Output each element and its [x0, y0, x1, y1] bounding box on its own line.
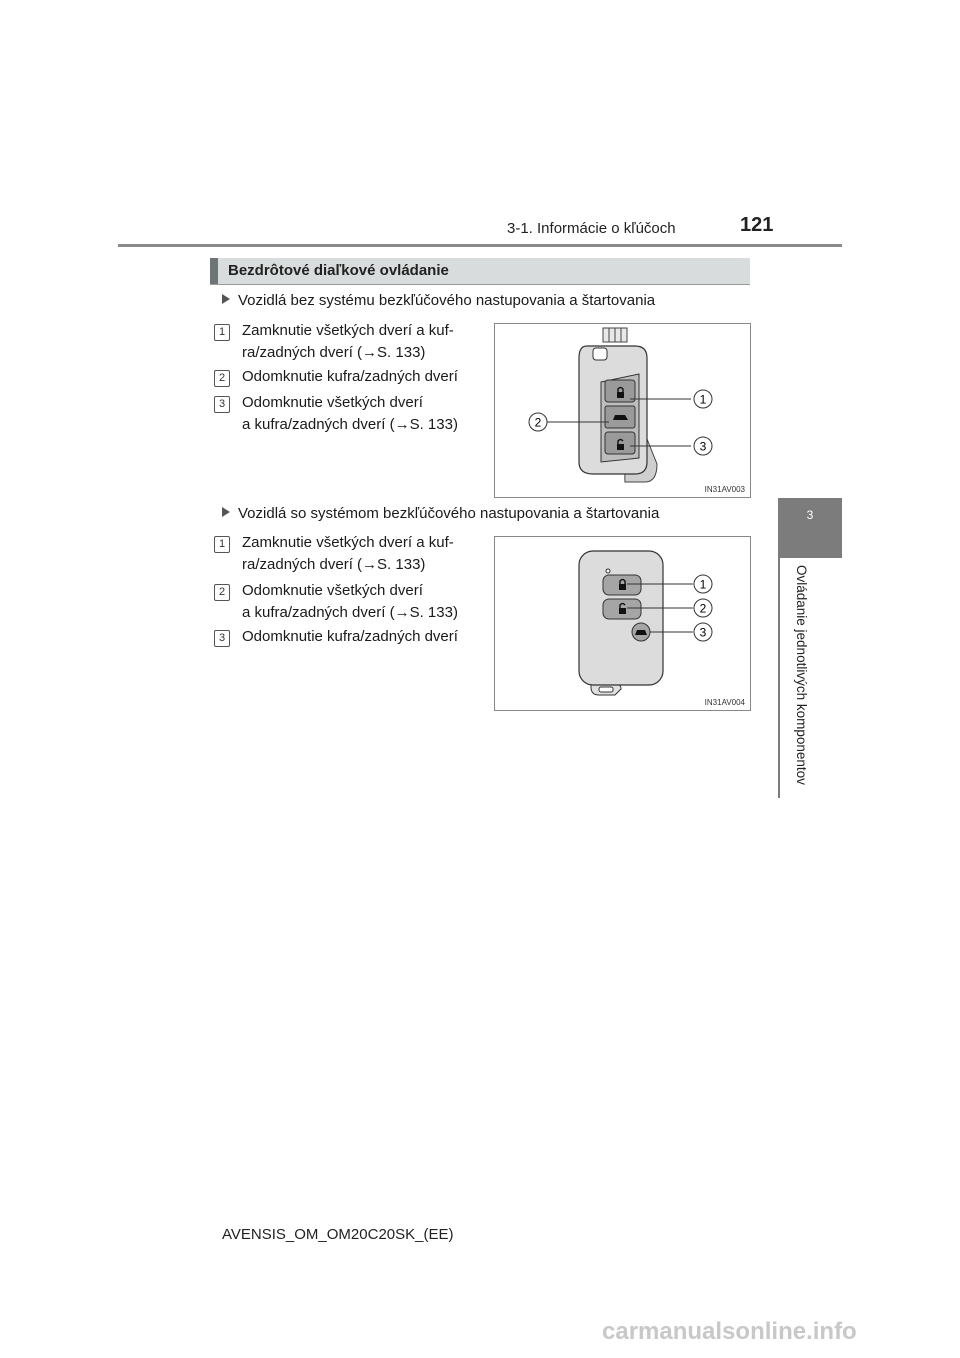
group1-item-3: Odomknutie všetkých dverí a kufra/zadných dverí (→S. 133) [242, 394, 458, 433]
car-trunk-icon [635, 630, 647, 635]
chapter-tab: 3 [778, 498, 842, 558]
figure-code: IN31AV003 [704, 485, 745, 494]
group2-title: Vozidlá so systémom bezkľúčového nastupovania a štartovania [222, 505, 659, 522]
callout-2: 2 [534, 415, 542, 430]
section-heading: Bezdrôtové diaľkové ovládanie [210, 258, 750, 284]
group2-item-2: Odomknutie všetkých dverí a kufra/zadných dverí (→S. 133) [242, 582, 458, 621]
running-header-section: 3-1. Informácie o kľúčoch [507, 220, 676, 237]
bullet-triangle-icon [222, 294, 230, 304]
document-code-footer: AVENSIS_OM_OM20C20SK_(EE) [222, 1226, 454, 1243]
figure-code: IN31AV004 [704, 698, 745, 707]
bullet-triangle-icon [222, 507, 230, 517]
callout-number-badge: 3 [214, 630, 230, 647]
callout-number-badge: 1 [214, 324, 230, 341]
page-number: 121 [740, 214, 774, 236]
callout-3: 3 [699, 439, 707, 454]
callout-1: 1 [699, 577, 707, 592]
group2-item-1: Zamknutie všetkých dverí a kuf- ra/zadných dverí (→S. 133) [242, 534, 454, 573]
group1-item-2: Odomknutie kufra/zadných dverí [242, 368, 458, 385]
callout-number-badge: 2 [214, 584, 230, 601]
callout-2: 2 [699, 601, 707, 616]
callout-1: 1 [699, 392, 707, 407]
header-rule [118, 244, 842, 247]
chapter-tab-label: Ovládanie jednotlivých komponentov [794, 565, 809, 785]
callout-3: 3 [699, 625, 707, 640]
group1-title: Vozidlá bez systému bezkľúčového nastupovania a štartovania [222, 292, 655, 309]
callout-number-badge: 3 [214, 396, 230, 413]
callout-number-badge: 1 [214, 536, 230, 553]
flip-key-figure [494, 323, 751, 498]
watermark: carmanualsonline.info [602, 1318, 857, 1345]
smart-key-figure [494, 536, 751, 711]
group1-item-1: Zamknutie všetkých dverí a kuf- ra/zadných dverí (→S. 133) [242, 322, 454, 361]
section-heading-rule [210, 284, 750, 285]
callout-number-badge: 2 [214, 370, 230, 387]
group2-item-3: Odomknutie kufra/zadných dverí [242, 628, 458, 645]
